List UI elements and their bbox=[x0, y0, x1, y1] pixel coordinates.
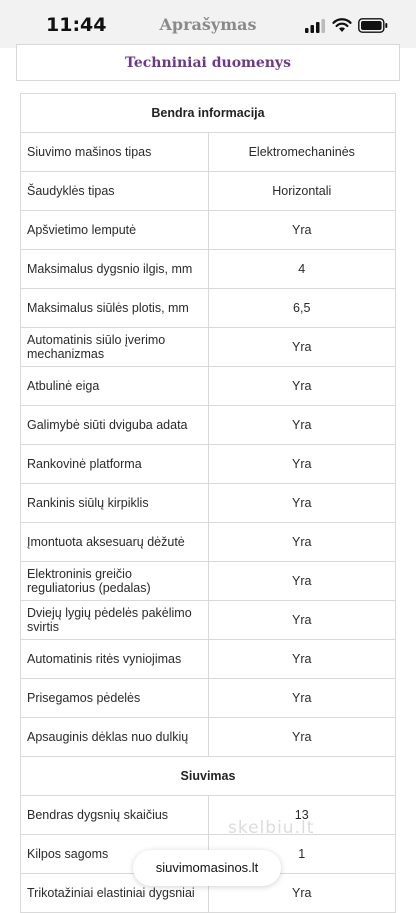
spec-value: Yra bbox=[208, 718, 396, 757]
table-row bbox=[21, 523, 396, 562]
status-time: 11:44 bbox=[46, 14, 107, 36]
table-row bbox=[21, 406, 396, 445]
spec-label: Automatinis siūlo įverimo mechanizmas bbox=[21, 328, 209, 367]
spec-value: Yra bbox=[208, 640, 396, 679]
status-bar bbox=[0, 0, 416, 48]
spec-label: Automatinis ritės vyniojimas bbox=[21, 640, 209, 679]
spec-value: Elektromechaninės bbox=[208, 133, 396, 172]
spec-value: Yra bbox=[208, 562, 396, 601]
spec-value: Yra bbox=[208, 328, 396, 367]
table-row bbox=[21, 640, 396, 679]
spec-value: 13 bbox=[208, 796, 396, 835]
spec-value: 4 bbox=[208, 250, 396, 289]
spec-value: 6,5 bbox=[208, 289, 396, 328]
cellular-signal-icon bbox=[305, 19, 325, 33]
table-row bbox=[21, 133, 396, 172]
spec-value: Yra bbox=[208, 445, 396, 484]
spec-label: Dviejų lygių pėdelės pakėlimo svirtis bbox=[21, 601, 209, 640]
spec-label: Apsauginis dėklas nuo dulkių bbox=[21, 718, 209, 757]
spec-label: Bendras dygsnių skaičius bbox=[21, 796, 209, 835]
table-row bbox=[21, 718, 396, 757]
table-row bbox=[21, 211, 396, 250]
spec-value: Yra bbox=[208, 874, 396, 913]
table-row bbox=[21, 562, 396, 601]
spec-label: Kilpos sagoms bbox=[21, 835, 209, 874]
spec-label: Trikotažiniai elastiniai dygsniai bbox=[21, 874, 209, 913]
spec-label: Maksimalus siūlės plotis, mm bbox=[21, 289, 209, 328]
section-title: Siuvimas bbox=[21, 757, 396, 796]
table-row bbox=[21, 250, 396, 289]
tab-technical-data[interactable] bbox=[16, 44, 400, 81]
spec-label: Maksimalus dygsnio ilgis, mm bbox=[21, 250, 209, 289]
wifi-icon bbox=[332, 17, 352, 33]
spec-label: Prisegamos pėdelės bbox=[21, 679, 209, 718]
spec-value: Yra bbox=[208, 679, 396, 718]
battery-icon bbox=[358, 18, 388, 33]
spec-label: Galimybė siūti dviguba adata bbox=[21, 406, 209, 445]
spec-label: Elektroninis greičio reguliatorius (pedalas) bbox=[21, 562, 209, 601]
table-row bbox=[21, 328, 396, 367]
table-row bbox=[21, 679, 396, 718]
tab-label: Techniniai duomenys bbox=[125, 55, 291, 71]
section-header-row bbox=[21, 757, 396, 796]
spec-value: Yra bbox=[208, 406, 396, 445]
spec-label: Apšvietimo lemputė bbox=[21, 211, 209, 250]
spec-label: Rankovinė platforma bbox=[21, 445, 209, 484]
site-url-pill[interactable]: siuvimomasinos.lt bbox=[133, 850, 281, 886]
table-row bbox=[21, 601, 396, 640]
table-row bbox=[21, 289, 396, 328]
table-row bbox=[21, 796, 396, 835]
spec-label: Šaudyklės tipas bbox=[21, 172, 209, 211]
spec-label: Rankinis siūlų kirpiklis bbox=[21, 484, 209, 523]
spec-value: 1 bbox=[208, 835, 396, 874]
table-row bbox=[21, 484, 396, 523]
spec-value: Yra bbox=[208, 484, 396, 523]
spec-label: Įmontuota aksesuarų dėžutė bbox=[21, 523, 209, 562]
spec-value: Yra bbox=[208, 367, 396, 406]
specs-table bbox=[20, 93, 396, 913]
spec-label: Atbulinė eiga bbox=[21, 367, 209, 406]
section-header-row bbox=[21, 94, 396, 133]
spec-value: Horizontali bbox=[208, 172, 396, 211]
nav-title: Aprašymas bbox=[159, 15, 257, 34]
spec-value: Yra bbox=[208, 601, 396, 640]
spec-value: Yra bbox=[208, 523, 396, 562]
section-title: Bendra informacija bbox=[21, 94, 396, 133]
table-row bbox=[21, 445, 396, 484]
table-row bbox=[21, 367, 396, 406]
table-row bbox=[21, 172, 396, 211]
watermark: skelbiu.lt bbox=[228, 818, 315, 838]
spec-label: Siuvimo mašinos tipas bbox=[21, 133, 209, 172]
specs-table-container bbox=[20, 93, 396, 913]
spec-value: Yra bbox=[208, 211, 396, 250]
